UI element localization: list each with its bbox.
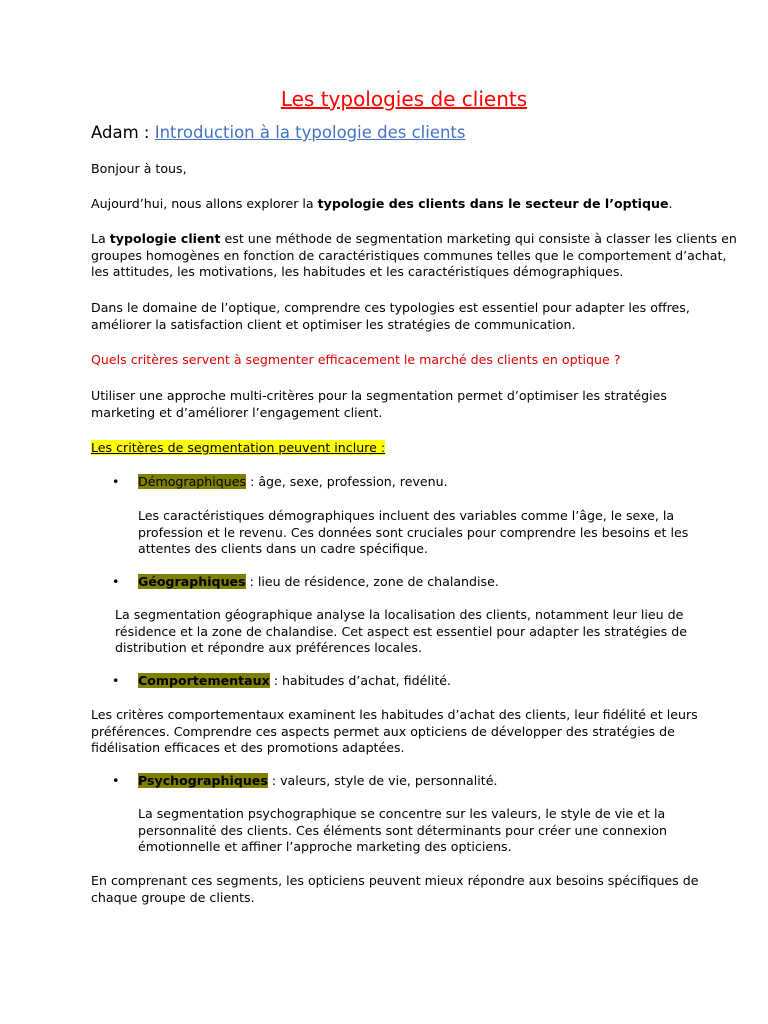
bullet-demographiques: • xyxy=(112,474,120,489)
bullet-comportementaux: • xyxy=(112,673,120,688)
criteria-heading: Les critères de segmentation peuvent inclure : xyxy=(91,440,386,455)
question-heading: Quels critères servent à segmenter efficacement le marché des clients en optique ? xyxy=(91,352,621,367)
conclusion-paragraph: En comprenant ces segments, les opticiens peuvent mieux répondre aux besoins spécifiques de chaque groupe de clients. xyxy=(91,873,699,905)
optique-paragraph: Dans le domaine de l’optique, comprendre ces typologies est essentiel pour adapter les offres, améliorer la satisfaction client et optimiser les stratégies de communication. xyxy=(91,300,690,332)
author-label: Adam : xyxy=(91,123,150,142)
bullet-geographiques: • xyxy=(112,574,120,589)
list-item-demographiques: Démographiques : âge, sexe, profession, revenu. xyxy=(138,474,448,489)
demographiques-paragraph: Les caractéristiques démographiques incluent des variables comme l’âge, le sexe, la profession et le revenu. Ces données sont cruciales pour comprendre les besoins et les attentes des clients dans un cadre spécifique. xyxy=(138,508,689,557)
comportementaux-paragraph: Les critères comportementaux examinent les habitudes d’achat des clients, leur fidélité et leurs préférences. Comprendre ces aspects permet aux opticiens de développer des stratégies de fidélisation efficaces et des promotions adaptées. xyxy=(91,707,698,756)
list-item-comportementaux: Comportementaux : habitudes d’achat, fidélité. xyxy=(138,673,452,688)
introduction-link[interactable]: Introduction à la typologie des clients xyxy=(154,123,466,142)
subtitle xyxy=(91,122,466,144)
psychographiques-paragraph: La segmentation psychographique se concentre sur les valeurs, le style de vie et la personnalité des clients. Ces éléments sont déterminants pour créer une connexion émotionnelle et affiner l’approche marketing des opticiens. xyxy=(138,806,667,855)
bullet-psychographiques: • xyxy=(112,773,120,788)
greeting: Bonjour à tous, xyxy=(91,161,187,176)
definition-paragraph: La typologie client est une méthode de segmentation marketing qui consiste à classer les clients en groupes homogènes en fonction de caractéristiques communes telles que le comportement d’achat, les attitudes, les motivations, les habitudes et les caractéristiques démographiques. xyxy=(91,231,737,280)
geographiques-paragraph: La segmentation géographique analyse la localisation des clients, notamment leur lieu de résidence et la zone de chalandise. Cet aspect est essentiel pour adapter les stratégies de distribution et répondre aux préférences locales. xyxy=(115,607,687,656)
document-title: Les typologies de clients xyxy=(280,87,528,111)
list-item-geographiques: Géographiques : lieu de résidence, zone de chalandise. xyxy=(138,574,499,589)
approche-paragraph: Utiliser une approche multi-critères pour la segmentation permet d’optimiser les stratégies marketing et d’améliorer l’engagement client. xyxy=(91,388,667,420)
list-item-psychographiques: Psychographiques : valeurs, style de vie, personnalité. xyxy=(138,773,498,788)
intro-paragraph: Aujourd’hui, nous allons explorer la typologie des clients dans le secteur de l’optique. xyxy=(91,196,673,211)
